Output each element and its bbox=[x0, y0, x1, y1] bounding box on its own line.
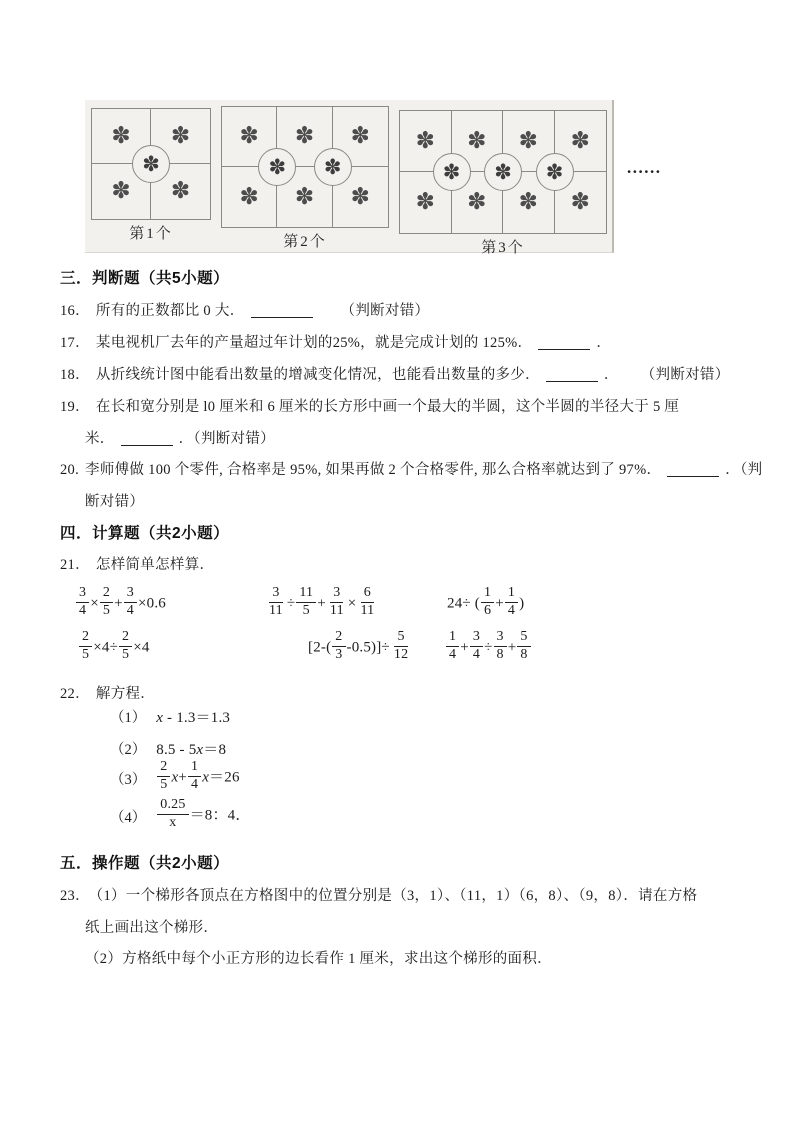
circled-flower-icon: ✽ bbox=[536, 153, 574, 191]
question-23-part2 bbox=[85, 947, 552, 968]
flower-icon: ✽ bbox=[467, 189, 487, 215]
flower-icon: ✽ bbox=[467, 127, 487, 154]
equation-4: （4） $\frac{0.25}{x}$ ＝8：4． bbox=[110, 797, 251, 830]
question-21 bbox=[60, 553, 214, 574]
flower-icon: ✽ bbox=[570, 189, 590, 215]
question-22 bbox=[60, 682, 155, 703]
flower-icon: ✽ bbox=[294, 183, 315, 210]
judge-hint: （判断对错） bbox=[640, 367, 730, 383]
answer-blank bbox=[251, 303, 313, 318]
fraction: $\frac{3}{8}$ bbox=[494, 630, 507, 662]
question-text: 李师傅做 100 个零件, 合格率是 95%, 如果再做 2 个合格零件, 那么合格率就达到了 97%． bbox=[85, 462, 662, 478]
question-number: 18． bbox=[60, 367, 90, 383]
question-text-after: ． bbox=[603, 367, 619, 383]
circled-flower-icon: ✽ bbox=[484, 153, 522, 191]
fraction: $\frac{2}{5}$ bbox=[79, 630, 92, 662]
flower-icon: ✽ bbox=[415, 189, 435, 215]
answer-blank bbox=[667, 462, 719, 477]
question-20-line1 bbox=[60, 458, 762, 479]
fraction: $\frac{2}{5}$ bbox=[157, 760, 170, 792]
pattern-figure bbox=[85, 100, 705, 258]
fraction: $\frac{1}{4}$ bbox=[188, 760, 201, 792]
fraction: $\frac{0.25}{x}$ bbox=[157, 798, 188, 830]
calc-expression-5: [2-( $\frac{2}{3}$ -0.5)]÷ $\frac{5}{12}$ bbox=[308, 632, 412, 664]
equation-3: （3） $\frac{2}{5}$ x+ $\frac{1}{4}$ x＝26 bbox=[110, 759, 240, 792]
judge-hint: （判断对错） bbox=[340, 303, 430, 319]
flower-icon: ✽ bbox=[170, 122, 191, 149]
calc-expression-6: $\frac{1}{4}$ + $\frac{3}{4}$ ÷ $\frac{3}{8}$ + $\frac{5}{8}$ bbox=[445, 632, 532, 664]
flower-icon: ✽ bbox=[415, 127, 435, 154]
answer-blank bbox=[121, 431, 173, 446]
flower-icon: ✽ bbox=[239, 183, 259, 210]
question-number: 19． bbox=[60, 399, 90, 415]
circled-flower-icon: ✽ bbox=[433, 153, 471, 191]
fraction: $\frac{3}{4}$ bbox=[76, 586, 89, 618]
question-number: 20. bbox=[60, 462, 80, 478]
question-text-after: ． bbox=[596, 335, 612, 351]
question-number: 17． bbox=[60, 335, 90, 351]
question-text: 在长和宽分别是 l0 厘米和 6 厘米的长方形中画一个最大的半圆，这个半圆的半径大于 5 厘 bbox=[95, 399, 680, 415]
answer-blank bbox=[546, 367, 598, 382]
question-19-line2 bbox=[85, 427, 275, 448]
question-text: （1）一个梯形各顶点在方格图中的位置分别是（3，1）、（11，1）（6，8）、（9，8）．请在方格 bbox=[95, 888, 698, 904]
fraction: $\frac{3}{4}$ bbox=[470, 630, 483, 662]
section-title-judgment: 三．判断题（共5小题） bbox=[60, 270, 230, 287]
fraction: $\frac{5}{12}$ bbox=[393, 629, 409, 662]
question-number: 22． bbox=[60, 686, 90, 702]
fraction: $\frac{1}{4}$ bbox=[446, 630, 459, 662]
ellipsis-dots: ...... bbox=[627, 158, 662, 177]
calc-expression-3: 24÷ ( $\frac{1}{6}$ + $\frac{1}{4}$ ) bbox=[447, 585, 525, 618]
fraction: $\frac{11}{5}$ bbox=[296, 586, 316, 618]
pattern-grid-label: 第3个 bbox=[481, 240, 525, 256]
flower-icon: ✽ bbox=[170, 178, 191, 204]
equation-label: （4） bbox=[110, 809, 147, 826]
question-text: 所有的正数都比 0 大． bbox=[95, 303, 245, 319]
flower-icon: ✽ bbox=[294, 123, 315, 149]
question-19-line1 bbox=[60, 395, 679, 416]
flower-icon: ✽ bbox=[239, 123, 259, 149]
flower-icon: ✽ bbox=[518, 189, 538, 215]
equation-1: （1） x - 1.3＝1.3 bbox=[110, 706, 230, 727]
equation-label: （3） bbox=[110, 771, 147, 788]
question-text: 纸上画出这个梯形． bbox=[85, 920, 219, 936]
calc-expression-1: $\frac{3}{4}$ × $\frac{2}{5}$ + $\frac{3}{4}$ ×0.6 bbox=[75, 588, 166, 620]
question-20-line2 bbox=[85, 490, 144, 511]
question-number: 16． bbox=[60, 303, 90, 319]
question-text: （2）方格纸中每个小正方形的边长看作 1 厘米，求出这个梯形的面积． bbox=[85, 951, 552, 967]
pattern-grid-label: 第1个 bbox=[129, 226, 173, 242]
question-number: 23． bbox=[60, 888, 90, 904]
fraction: $\frac{3}{11}$ bbox=[269, 585, 283, 618]
fraction: $\frac{2}{5}$ bbox=[119, 630, 132, 662]
equation-2: （2） 8.5 - 5x＝8 bbox=[110, 738, 226, 759]
fraction: $\frac{3}{4}$ bbox=[124, 586, 137, 618]
equation-label: （1） bbox=[110, 710, 147, 726]
question-text: 从折线统计图中能看出数量的增减变化情况，也能看出数量的多少． bbox=[95, 367, 540, 383]
question-23-line2 bbox=[85, 916, 218, 937]
fraction: $\frac{2}{3}$ bbox=[332, 630, 345, 662]
section-title-calculation: 四．计算题（共2小题） bbox=[60, 525, 230, 542]
section-title-operation: 五．操作题（共2小题） bbox=[60, 855, 230, 872]
flower-icon: ✽ bbox=[570, 127, 590, 154]
question-18 bbox=[60, 363, 730, 384]
question-number: 21． bbox=[60, 557, 90, 573]
fraction: $\frac{1}{6}$ bbox=[481, 586, 494, 618]
circled-flower-icon: ✽ bbox=[132, 145, 170, 183]
question-text: 解方程． bbox=[95, 686, 156, 702]
question-text: 某电视机厂去年的产量超过年计划的25%，就是完成计划的 125%． bbox=[95, 335, 533, 351]
flower-icon: ✽ bbox=[350, 183, 370, 210]
fraction: $\frac{1}{4}$ bbox=[505, 586, 518, 618]
flower-icon: ✽ bbox=[350, 123, 370, 149]
flower-icon: ✽ bbox=[111, 122, 131, 149]
question-17 bbox=[60, 331, 611, 352]
equation-label: （2） bbox=[110, 742, 147, 758]
calc-expression-2: $\frac{3}{11}$ ÷ $\frac{11}{5}$ + $\frac{3}{11}$ × $\frac{6}{11}$ bbox=[265, 588, 378, 620]
pattern-grid-2 bbox=[221, 106, 389, 250]
judge-hint: 断对错） bbox=[85, 494, 145, 510]
fraction: $\frac{6}{11}$ bbox=[360, 585, 375, 618]
circled-flower-icon: ✽ bbox=[258, 148, 296, 186]
pattern-grid-1 bbox=[91, 108, 211, 242]
question-text: 怎样简单怎样算． bbox=[95, 557, 215, 573]
calc-expression-4: $\frac{2}{5}$ ×4÷ $\frac{2}{5}$ ×4 bbox=[78, 632, 150, 664]
answer-blank bbox=[538, 335, 590, 350]
judge-hint: ．（判断对错） bbox=[178, 431, 275, 447]
question-23-line1 bbox=[60, 884, 697, 905]
question-text-after: ．（判 bbox=[725, 462, 763, 478]
flower-icon: ✽ bbox=[518, 127, 538, 154]
question-16 bbox=[60, 299, 429, 320]
fraction: $\frac{5}{8}$ bbox=[517, 630, 530, 662]
fraction: $\frac{2}{5}$ bbox=[100, 586, 113, 618]
flower-icon: ✽ bbox=[111, 178, 131, 204]
pattern-grid-3 bbox=[399, 110, 607, 256]
fraction: $\frac{3}{11}$ bbox=[329, 585, 344, 618]
circled-flower-icon: ✽ bbox=[314, 148, 352, 186]
question-text: 米． bbox=[85, 431, 115, 447]
pattern-photo bbox=[85, 100, 614, 256]
pattern-grid-label: 第2个 bbox=[283, 234, 327, 250]
